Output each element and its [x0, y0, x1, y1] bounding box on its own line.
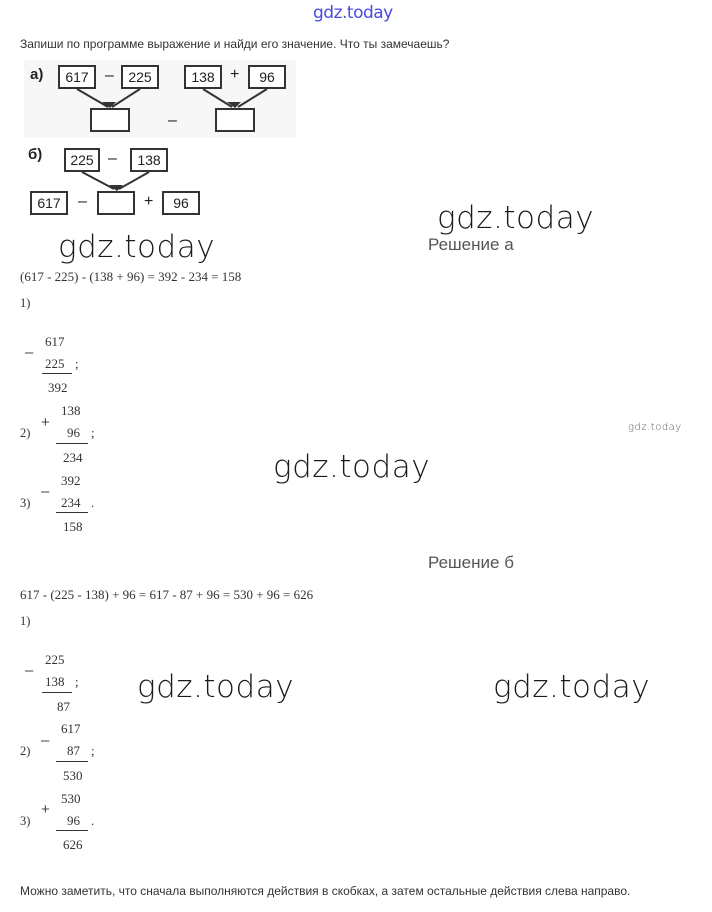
solution-a-expression: (617 - 225) - (138 + 96) = 392 - 234 = 158 [20, 269, 242, 284]
step-label: 1) [20, 296, 31, 310]
solution-b-expression: 617 - (225 - 138) + 96 = 617 - 87 + 96 = 530 + 96 = 626 [20, 587, 314, 602]
operand-top: 138 [61, 403, 81, 418]
step-label: 2) [20, 426, 31, 440]
step-label: 1) [20, 614, 31, 628]
result: 87 [57, 699, 70, 714]
scheme-a-box-225: 225 [121, 65, 159, 89]
punctuation: ; [75, 674, 79, 689]
scheme-a-box-96: 96 [248, 65, 286, 89]
operand-top: 617 [61, 721, 81, 736]
scheme-b-empty-box [97, 191, 135, 215]
operator-sign: – [41, 483, 50, 500]
sum-line [56, 761, 88, 762]
watermark: gdz.today [137, 669, 295, 705]
scheme-a-empty-box-2 [215, 108, 255, 132]
scheme-a-label: а) [30, 66, 44, 83]
scheme-a-box-617: 617 [58, 65, 96, 89]
operand-bottom: 96 [67, 425, 80, 440]
scheme-b [24, 144, 214, 220]
sum-line [56, 830, 88, 831]
scheme-a-box-138: 138 [184, 65, 222, 89]
watermark: gdz.today [58, 229, 216, 265]
operand-bottom: 138 [45, 674, 65, 689]
operand-bottom: 87 [67, 743, 80, 758]
scheme-a-plus: + [230, 66, 240, 83]
sum-line [42, 373, 72, 374]
scheme-a [24, 60, 296, 138]
conclusion-text: Можно заметить, что сначала выполняются действия в скобках, а затем остальные действия слева направо. [20, 884, 631, 898]
punctuation: . [91, 495, 95, 510]
punctuation: ; [75, 356, 79, 371]
scheme-b-box-225: 225 [64, 148, 100, 172]
scheme-b-plus: + [144, 193, 154, 210]
watermark: gdz.today [273, 449, 431, 485]
scheme-a-mid-minus: – [168, 112, 177, 129]
sum-line [42, 692, 72, 693]
operator-sign: + [41, 414, 50, 431]
scheme-b-box-617: 617 [30, 191, 68, 215]
operand-top: 530 [61, 791, 81, 806]
scheme-a-arrows [24, 60, 296, 138]
result: 392 [48, 380, 68, 395]
solution-a-heading: Решение а [428, 235, 514, 254]
operand-top: 225 [45, 652, 65, 667]
scheme-b-box-96: 96 [162, 191, 200, 215]
punctuation: ; [91, 425, 95, 440]
result: 234 [63, 450, 83, 465]
scheme-b-box-138: 138 [130, 148, 168, 172]
watermark: gdz.today [493, 669, 651, 705]
watermark: gdz.today [628, 422, 682, 433]
operator-sign: – [25, 344, 34, 361]
operand-bottom: 234 [61, 495, 81, 510]
result: 626 [63, 837, 83, 852]
result: 530 [63, 768, 83, 783]
scheme-b-minus: – [108, 150, 117, 167]
result: 158 [63, 519, 83, 534]
step-label: 3) [20, 814, 31, 828]
sum-line [56, 512, 88, 513]
operand-top: 392 [61, 473, 81, 488]
punctuation: ; [91, 743, 95, 758]
site-logo[interactable]: gdz.today [313, 3, 393, 23]
operator-sign: + [41, 801, 50, 818]
operand-bottom: 225 [45, 356, 65, 371]
operator-sign: – [25, 662, 34, 679]
watermark: gdz.today [437, 200, 595, 236]
sum-line [56, 443, 88, 444]
step-label: 3) [20, 496, 31, 510]
operator-sign: – [41, 732, 50, 749]
solution-b-heading: Решение б [428, 553, 514, 572]
operand-bottom: 96 [67, 813, 80, 828]
task-text: Запиши по программе выражение и найди его значение. Что ты замечаешь? [20, 37, 450, 51]
operand-top: 617 [45, 334, 65, 349]
scheme-b-minus-2: – [78, 193, 87, 210]
punctuation: . [91, 813, 95, 828]
scheme-a-empty-box-1 [90, 108, 130, 132]
step-label: 2) [20, 744, 31, 758]
scheme-a-minus: – [105, 67, 114, 84]
scheme-b-label: б) [28, 146, 43, 163]
